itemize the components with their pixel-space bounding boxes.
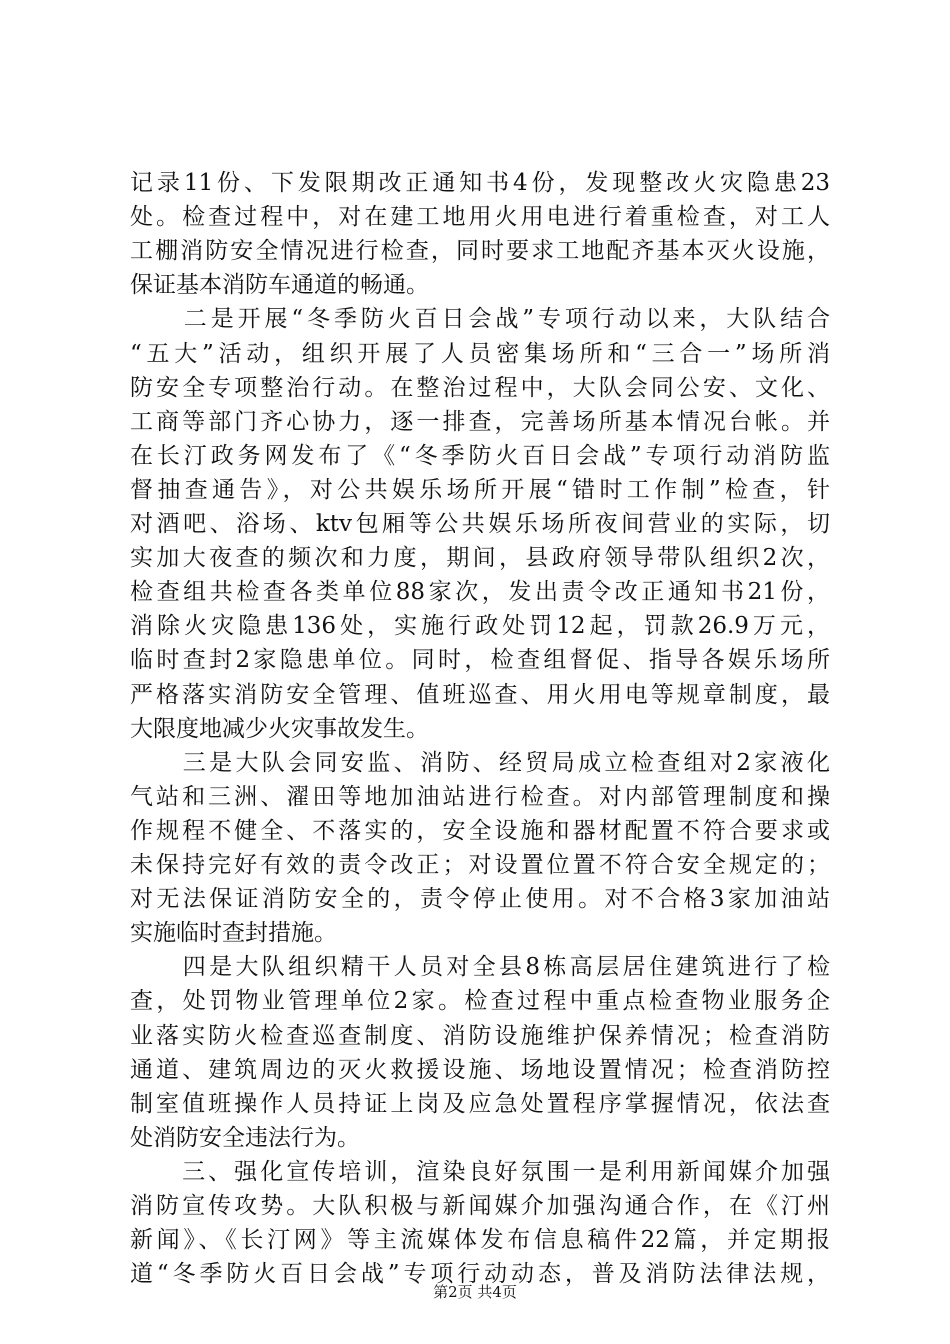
text-line: 督抽查通告》，对公共娱乐场所开展“错时工作制”检查，针 (130, 476, 830, 503)
text-line: 防安全专项整治行动。在整治过程中，大队会同公安、文化、 (130, 374, 830, 401)
text-line: 新闻》、《长汀网》等主流媒体发布信息稿件22篇，并定期报 (130, 1227, 830, 1254)
text-line: 实施临时查封措施。 (130, 920, 337, 947)
text-line: 临时查封2家隐患单位。同时，检查组督促、指导各娱乐场所 (130, 647, 830, 674)
text-line: 在长汀政务网发布了《“冬季防火百日会战”专项行动消防监 (130, 442, 830, 469)
text-line: “五大”活动，组织开展了人员密集场所和“三合一”场所消 (130, 340, 830, 367)
text-line: 保证基本消防车通道的畅通。 (130, 272, 429, 299)
text-line: 工棚消防安全情况进行检查，同时要求工地配齐基本灭火设施， (130, 238, 830, 265)
text-line: 三是大队会同安监、消防、经贸局成立检查组对2家液化 (130, 749, 830, 776)
text-line: 查，处罚物业管理单位2家。检查过程中重点检查物业服务企 (130, 988, 830, 1015)
text-line: 处。检查过程中，对在建工地用火用电进行着重检查，对工人 (130, 204, 830, 231)
text-line: 实加大夜查的频次和力度，期间，县政府领导带队组织2次， (130, 545, 830, 572)
text-line: 道“冬季防火百日会战”专项行动动态，普及消防法律法规， (130, 1261, 830, 1288)
text-line: 四是大队组织精干人员对全县8栋高层居住建筑进行了检 (130, 954, 830, 981)
text-line: 大限度地减少火灾事故发生。 (130, 715, 429, 742)
text-line: 对无法保证消防安全的，责令停止使用。对不合格3家加油站 (130, 886, 830, 913)
text-line: 气站和三洲、濯田等地加油站进行检查。对内部管理制度和操 (130, 783, 830, 810)
text-line: 处消防安全违法行为。 (130, 1124, 360, 1151)
text-line: 二是开展“冬季防火百日会战”专项行动以来，大队结合 (130, 306, 830, 333)
text-line: 检查组共检查各类单位88家次，发出责令改正通知书21份， (130, 579, 830, 606)
text-line: 记录11份、下发限期改正通知书4份，发现整改火灾隐患23 (130, 170, 830, 196)
text-line: 业落实防火检查巡查制度、消防设施维护保养情况；检查消防 (130, 1022, 830, 1049)
text-line: 消除火灾隐患136处，实施行政处罚12起，罚款26.9万元， (130, 613, 830, 640)
text-line: 作规程不健全、不落实的，安全设施和器材配置不符合要求或 (130, 817, 830, 844)
text-line: 对酒吧、浴场、ktv包厢等公共娱乐场所夜间营业的实际，切 (130, 511, 830, 537)
text-line: 严格落实消防安全管理、值班巡查、用火用电等规章制度，最 (130, 681, 830, 708)
text-line: 制室值班操作人员持证上岗及应急处置程序掌握情况，依法查 (130, 1090, 830, 1117)
text-line: 三、强化宣传培训，渲染良好氛围一是利用新闻媒介加强 (130, 1158, 830, 1185)
page-footer: 第2页 共4页 (433, 1283, 517, 1301)
text-line: 未保持完好有效的责令改正；对设置位置不符合安全规定的； (130, 852, 830, 878)
text-line: 工商等部门齐心协力，逐一排查，完善场所基本情况台帐。并 (130, 408, 830, 435)
text-line: 消防宣传攻势。大队积极与新闻媒介加强沟通合作，在《汀州 (130, 1193, 830, 1219)
text-line: 通道、建筑周边的灭火救援设施、场地设置情况；检查消防控 (130, 1056, 830, 1083)
